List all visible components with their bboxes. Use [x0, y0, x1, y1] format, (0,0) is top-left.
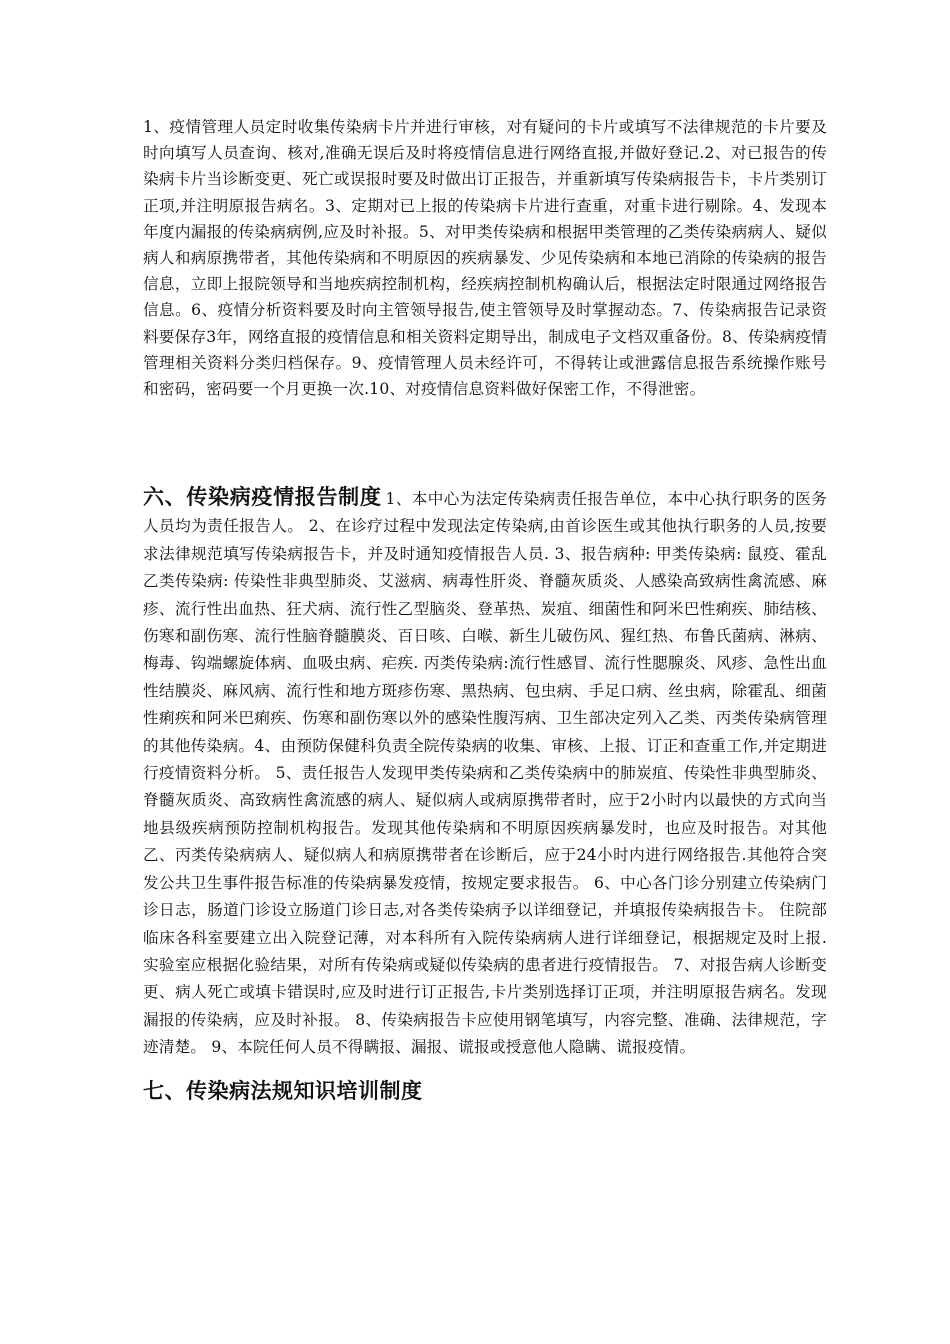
- paragraph-epidemic-management: 1、疫情管理人员定时收集传染病卡片并进行审核，对有疑问的卡片或填写不法律规范的卡片要及时向填写人员查询、核对,准确无误后及时将疫情信息进行网络直报,并做好登记.2、对已报告的传染病卡片当诊断变更、死亡或误报时要及时做出订正报告，并重新填写传染病报告卡，卡片类别订正项,并注明原报告病名。3、定期对已上报的传染病卡片进行查重，对重卡进行剔除。4、发现本年度内漏报的传染病病例,应及时补报。5、对甲类传染病和根据甲类管理的乙类传染病病人、疑似病人和病原携带者，其他传染病和不明原因的疾病暴发、少见传染病和本地已消除的传染病的报告信息，立即上报院领导和当地疾病控制机构，经疾病控制机构确认后，根据法定时限通过网络报告信息。6、疫情分析资料要及时向主管领导报告,使主管领导及时掌握动态。7、传染病报告记录资料要保存3年，网络直报的疫情信息和相关资料定期导出，制成电子文档双重备份。8、传染病疫情管理相关资料分类归档保存。9、疫情管理人员未经许可，不得转让或泄露信息报告系统操作账号和密码，密码要一个月更换一次.10、对疫情信息资料做好保密工作，不得泄密。: [143, 118, 827, 399]
- section-6-body: 1、本中心为法定传染病责任报告单位，本中心执行职务的医务人员均为责任报告人。 2、在诊疗过程中发现法定传染病,由首诊医生或其他执行职务的人员,按要求法律规范填写传染病报告卡，并及时通知疫情报告人员. 3、报告病种: 甲类传染病: 鼠疫、霍乱 乙类传染病: 传染性非典型肺炎、艾滋病、病毒性肝炎、脊髓灰质炎、人感染高致病性禽流感、麻疹、流行性出血热、狂犬病、流行性乙型脑炎、登革热、炭疽、细菌性和阿米巴性痢疾、肺结核、伤寒和副伤寒、流行性脑脊髓膜炎、百日咳、白喉、新生儿破伤风、猩红热、布鲁氏菌病、淋病、梅毒、钩端螺旋体病、血吸虫病、疟疾. 丙类传染病:流行性感冒、流行性腮腺炎、风疹、急性出血性结膜炎、麻风病、流行性和地方斑疹伤寒、黑热病、包虫病、手足口病、丝虫病，除霍乱、细菌性痢疾和阿米巴痢疾、伤寒和副伤寒以外的感染性腹泻病、卫生部决定列入乙类、丙类传染病管理的其他传染病。4、由预防保健科负责全院传染病的收集、审核、上报、订正和查重工作,并定期进行疫情资料分析。 5、责任报告人发现甲类传染病和乙类传染病中的肺炭疽、传染性非典型肺炎、脊髓灰质炎、高致病性禽流感的病人、疑似病人或病原携带者时，应于2小时内以最快的方式向当地县级疾病预防控制机构报告。发现其他传染病和不明原因疾病暴发时，也应及时报告。对其他乙、丙类传染病病人、疑似病人和病原携带者在诊断后，应于24小时内进行网络报告.其他符合突发公共卫生事件报告标准的传染病暴发疫情，按规定要求报告。 6、中心各门诊分别建立传染病门诊日志，肠道门诊设立肠道门诊日志,对各类传染病予以详细登记，并填报传染病报告卡。 住院部临床各科室要建立出入院登记薄，对本科所有入院传染病病人进行详细登记，根据规定及时上报. 实验室应根据化验结果，对所有传染病或疑似传染病的患者进行疫情报告。 7、对报告病人诊断变更、病人死亡或填卡错误时,应及时进行订正报告,卡片类别选择订正项，并注明原报告病名。发现漏报的传染病，应及时补报。 8、传染病报告卡应使用钢笔填写，内容完整、准确、法律规范，字迹清楚。 9、本院任何人员不得瞒报、漏报、谎报或授意他人隐瞒、谎报疫情。: [143, 490, 827, 1057]
- document-page: [143, 114, 827, 1106]
- section-7-heading: 七、传染病法规知识培训制度: [143, 1078, 423, 1103]
- section-epidemic-report-system: [143, 482, 827, 1062]
- section-6-paragraph: [143, 482, 827, 1062]
- section-6-heading: 六、传染病疫情报告制度: [143, 485, 382, 509]
